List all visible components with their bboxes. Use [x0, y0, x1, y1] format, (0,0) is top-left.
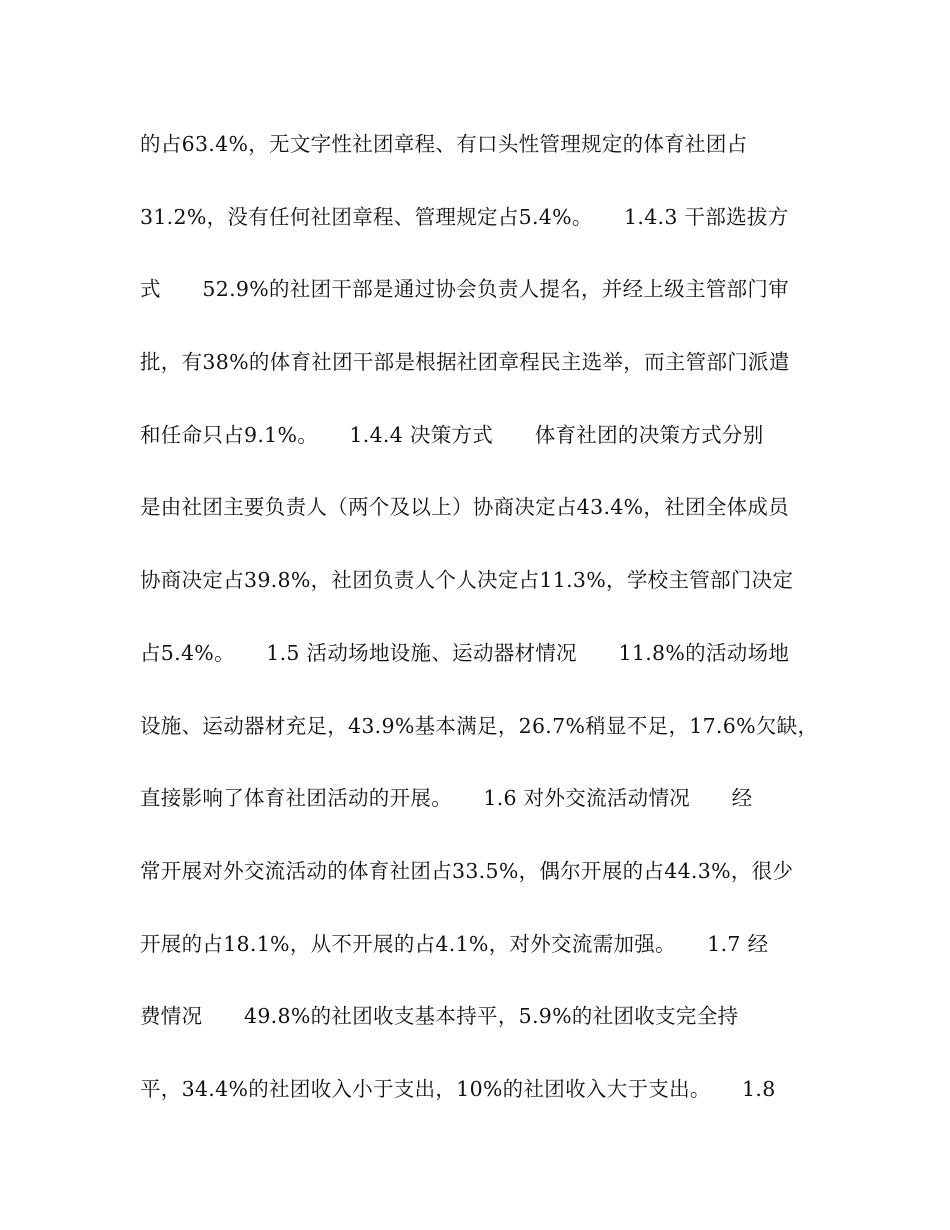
text-line: 是由社团主要负责人（两个及以上）协商决定占43.4%，社团全体成员 [140, 495, 790, 520]
text-line: 直接影响了体育社团活动的开展。 1.6 对外交流活动情况 经 [140, 786, 753, 811]
text-line: 设施、运动器材充足，43.9%基本满足，26.7%稍显不足，17.6%欠缺， [140, 713, 819, 738]
text-line: 协商决定占39.8%，社团负责人个人决定占11.3%，学校主管部门决定 [140, 568, 794, 593]
text-line: 的占63.4%，无文字性社团章程、有口头性管理规定的体育社团占 [140, 132, 748, 156]
text-line: 31.2%，没有任何社团章程、管理规定占5.4%。 1.4.3 干部选拔方 [140, 204, 789, 229]
text-line: 常开展对外交流活动的体育社团占33.5%，偶尔开展的占44.3%，很少 [140, 858, 794, 883]
text-line: 平，34.4%的社团收入小于支出，10%的社团收入大于支出。 1.8 [140, 1076, 776, 1101]
text-line: 式 52.9%的社团干部是通过协会负责人提名，并经上级主管部门审 [140, 277, 790, 302]
body-text [140, 122, 820, 1140]
text-line: 开展的占18.1%，从不开展的占4.1%，对外交流需加强。 1.7 经 [140, 931, 769, 956]
text-line: 和任命只占9.1%。 1.4.4 决策方式 体育社团的决策方式分别 [140, 422, 764, 447]
text-line: 占5.4%。 1.5 活动场地设施、运动器材情况 11.8%的活动场地 [140, 640, 790, 665]
text-line: 费情况 49.8%的社团收支基本持平，5.9%的社团收支完全持 [140, 1004, 739, 1029]
text-line: 批，有38%的体育社团干部是根据社团章程民主选举，而主管部门派遣 [140, 350, 790, 375]
